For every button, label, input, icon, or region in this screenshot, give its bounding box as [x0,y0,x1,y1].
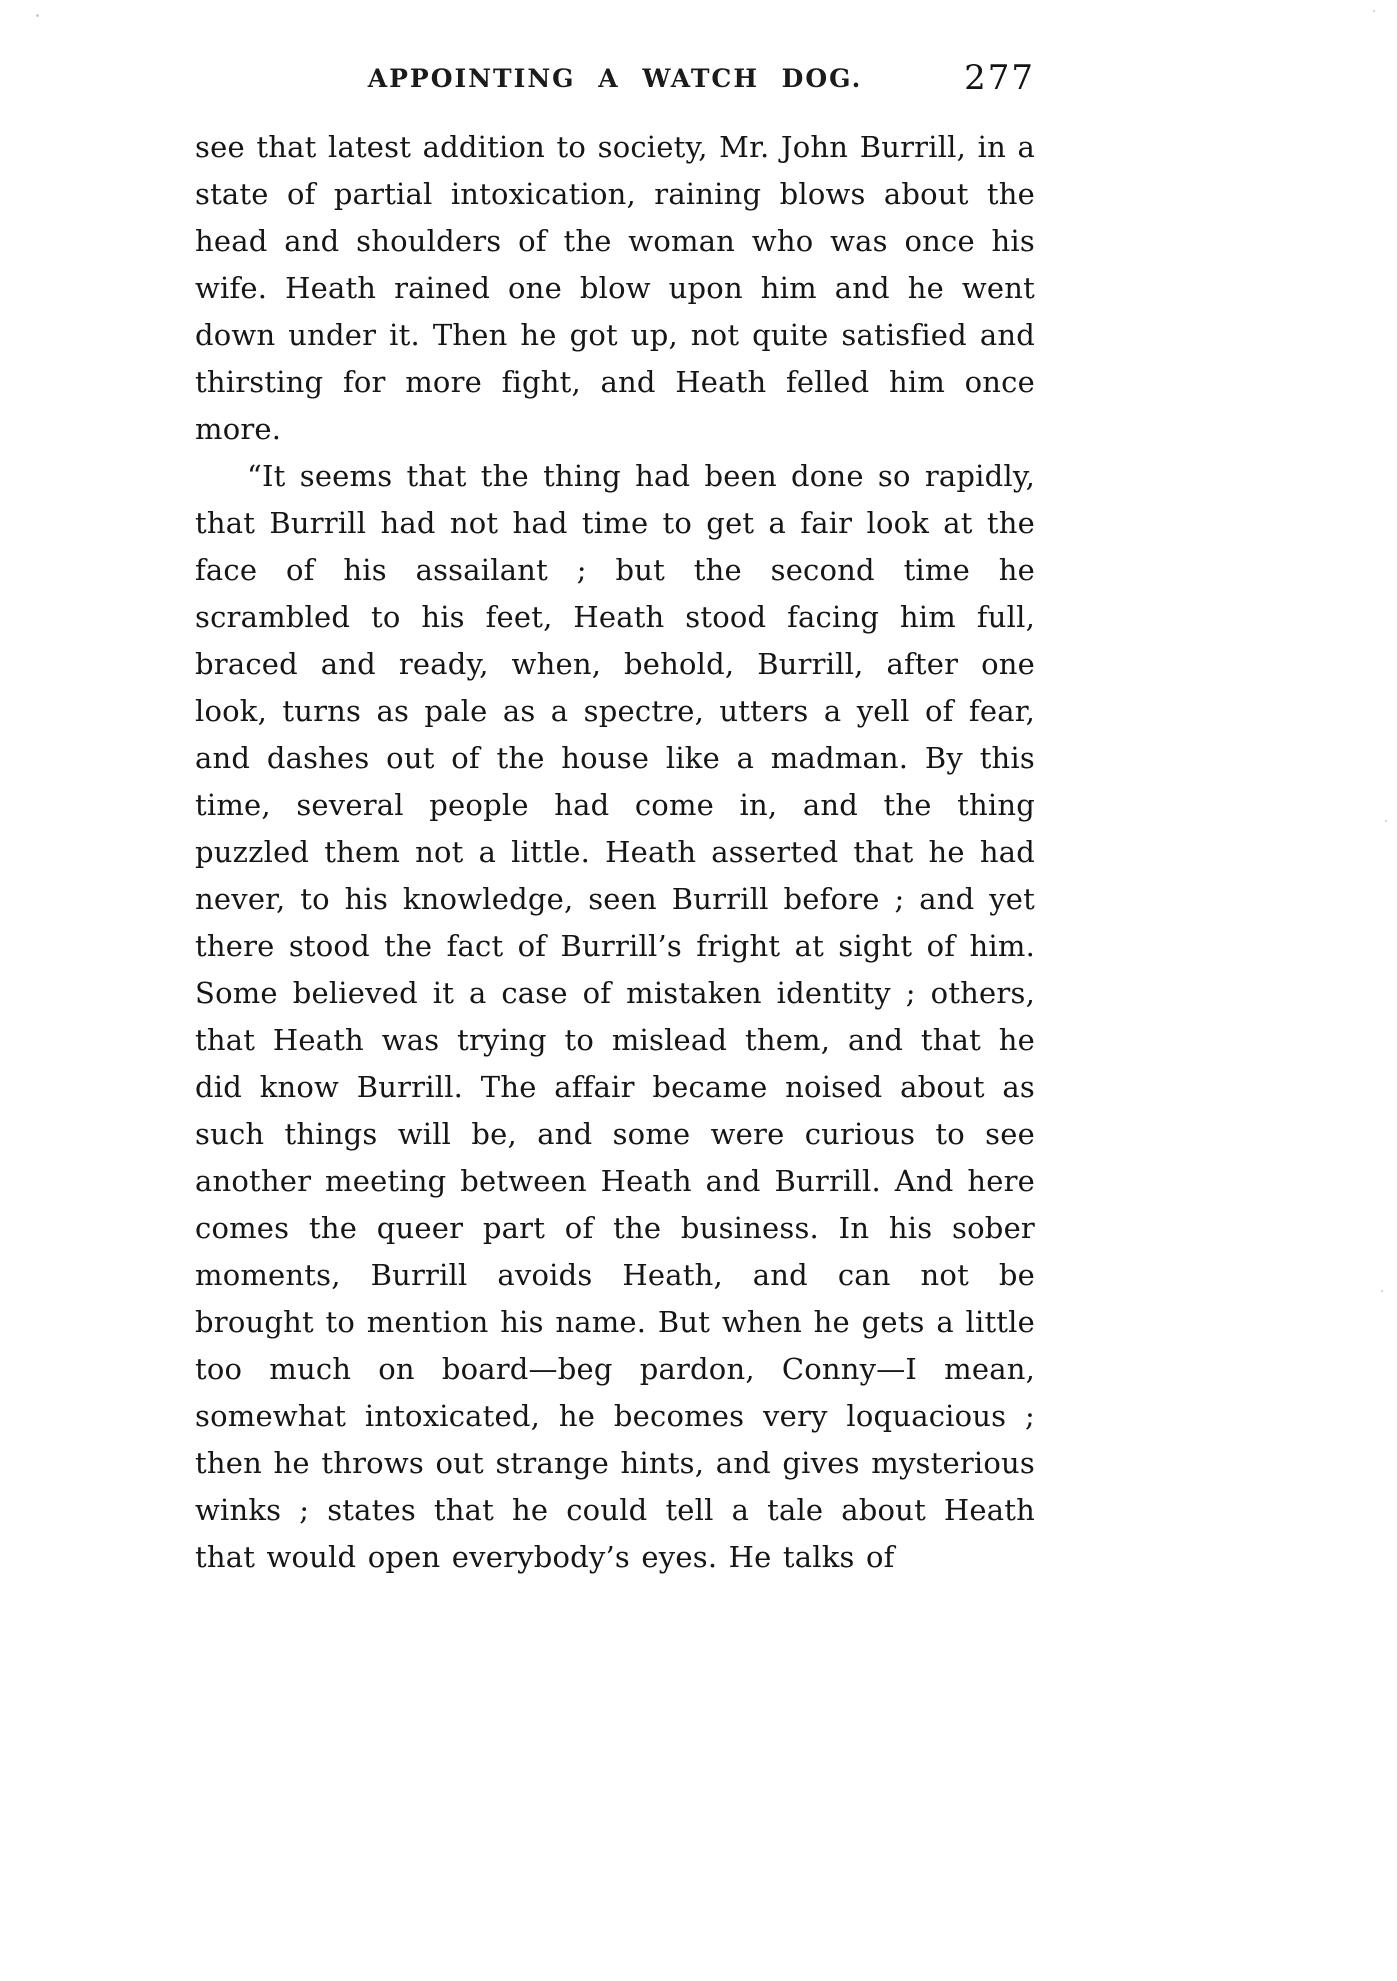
scan-speck [36,14,39,17]
scan-speck [1381,1290,1383,1292]
page-body [195,124,1035,1581]
scan-speck [1373,10,1375,12]
scan-speck [1385,820,1387,822]
paragraph-1: see that latest addition to society, Mr. John Burrill, in a state of partial intoxication, raining blows about the head and shoulders of the woman who was once his wife. Heath rained one blow upon him and he went down under it. Then he got up, not quite satisfied and thirsting for more fight, and Heath felled him once more. [195,130,1035,446]
page-header [195,58,1035,102]
running-title: APPOINTING A WATCH DOG. [367,64,863,93]
paragraph-2: “It seems that the thing had been done so rapidly, that Burrill had not had time to get a fair look at the face of his assailant ; but the second time he scrambled to his feet, Heath stood facing him full, braced and ready, when, behold, Burrill, after one look, turns as pale as a spectre, utters a yell of fear, and dashes out of the house like a madman. By this time, several people had come in, and the thing puzzled them not a little. Heath asserted that he had never, to his knowledge, seen Burrill before ; and yet there stood the fact of Burrill’s fright at sight of him. Some believed it a case of mistaken identity ; others, that Heath was trying to mislead them, and that he did know Burrill. The affair became noised about as such things will be, and some were curious to see another meeting between Heath and Burrill. And here comes the queer part of the business. In his sober moments, Burrill avoids Heath, and can not be brought to mention his name. But when he gets a little too much on board—beg pardon, Conny—I mean, somewhat intoxicated, he becomes very loquacious ; then he throws out strange hints, and gives mysterious winks ; states that he could tell a tale about Heath that would open everybody’s eyes. He talks of [195,459,1035,1574]
page-number: 277 [964,58,1035,98]
